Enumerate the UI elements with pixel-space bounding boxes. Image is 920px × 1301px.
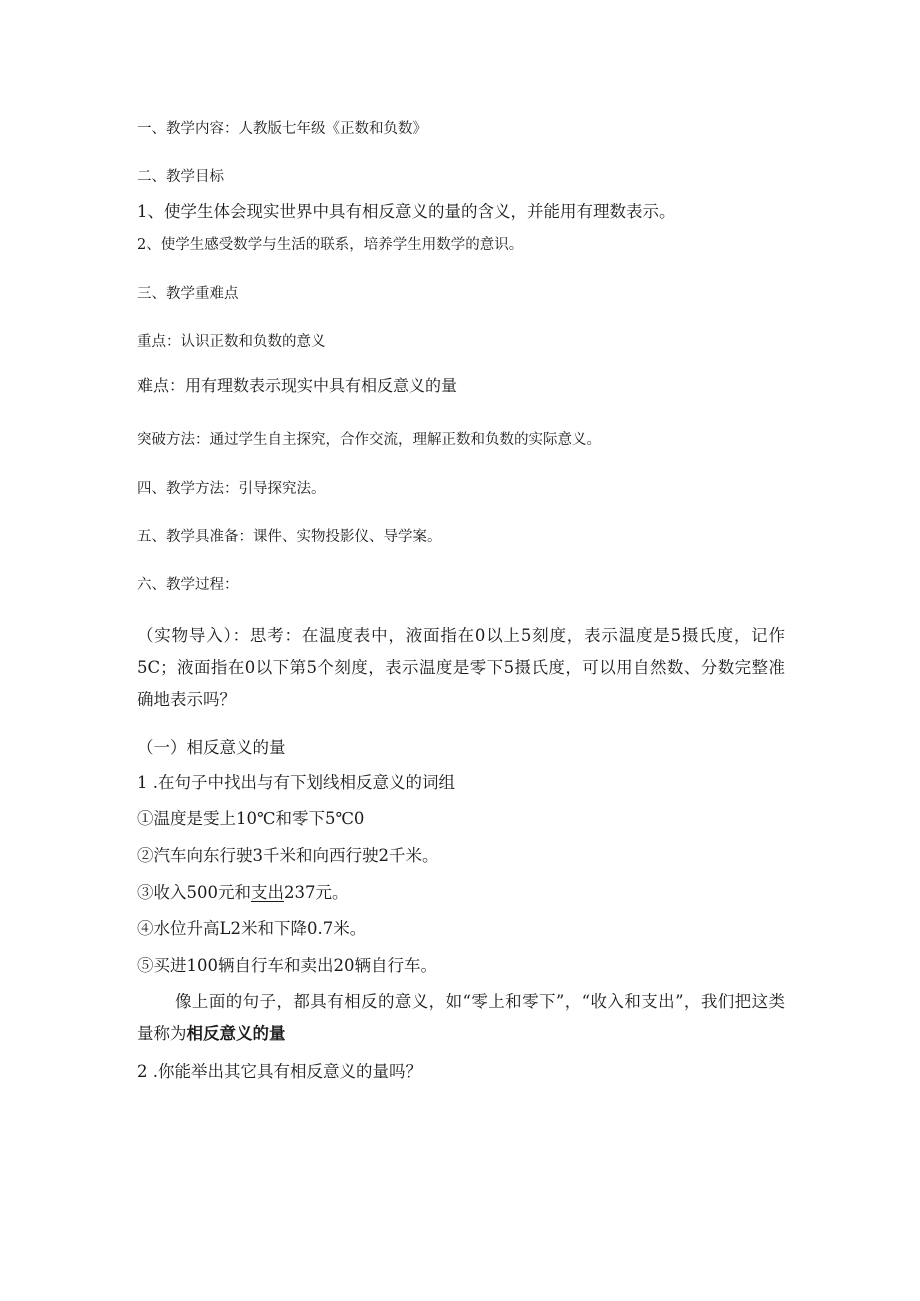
section-methods: 四、教学方法：引导探究法。 — [137, 481, 326, 497]
part1-title: （一）相反意义的量 — [137, 738, 286, 757]
section-goals-title: 二、教学目标 — [137, 169, 224, 185]
list-item-3-end: 237元。 — [284, 883, 349, 902]
list-item-4: ④水位升高L2米和下降0.7米。 — [137, 919, 367, 938]
list-item-2: ②汽车向东行驶3千米和向西行驶2千米。 — [137, 846, 439, 865]
underlined-word: 支出 — [251, 883, 284, 902]
section-focus-title: 三、教学重难点 — [137, 286, 239, 302]
summary-text: 像上面的句子，都具有相反的意义，如“零上和零下”，“收入和支出”，我们把这类量称为 — [137, 992, 785, 1043]
list-item-1: ①温度是雯上10℃和零下5℃0 — [137, 809, 365, 828]
list-item-3 — [137, 879, 349, 903]
section-tools: 五、教学具准备：课件、实物投影仪、导学案。 — [137, 529, 442, 545]
key-point: 重点：认识正数和负数的意义 — [137, 334, 326, 350]
list-item-3-start: ③收入500元和 — [137, 883, 251, 902]
goal-item-1: 1、使学生体会现实世界中具有相反意义的量的含义，并能用有理数表示。 — [137, 202, 676, 221]
summary-term: 相反意义的量 — [186, 1024, 286, 1043]
question-2: 2 .你能举出其它具有相反意义的量吗？ — [137, 1062, 422, 1081]
breakthrough-method: 突破方法：通过学生自主探究，合作交流，理解正数和负数的实际意义。 — [137, 432, 601, 448]
difficult-point: 难点：用有理数表示现实中具有相反意义的量 — [137, 376, 458, 395]
section-content: 一、教学内容：人教版七年级《正数和负数》 — [137, 121, 427, 137]
list-item-5: ⑤买进100辆自行车和卖出20辆自行车。 — [137, 956, 437, 975]
goal-item-2: 2、使学生感受数学与生活的联系，培养学生用数学的意识。 — [137, 237, 524, 253]
intro-paragraph: （实物导入）：思考：在温度表中，液面指在0以上5刻度，表示温度是5摄氏度，记作5C；液面指在0以下第5个刻度，表示温度是零下5摄氏度，可以用自然数、分数完整准确地表示吗？ — [137, 626, 785, 709]
question-1: 1 .在句子中找出与有下划线相反意义的词组 — [137, 773, 455, 792]
summary-paragraph — [137, 986, 785, 1050]
section-process-title: 六、教学过程： — [137, 577, 239, 593]
